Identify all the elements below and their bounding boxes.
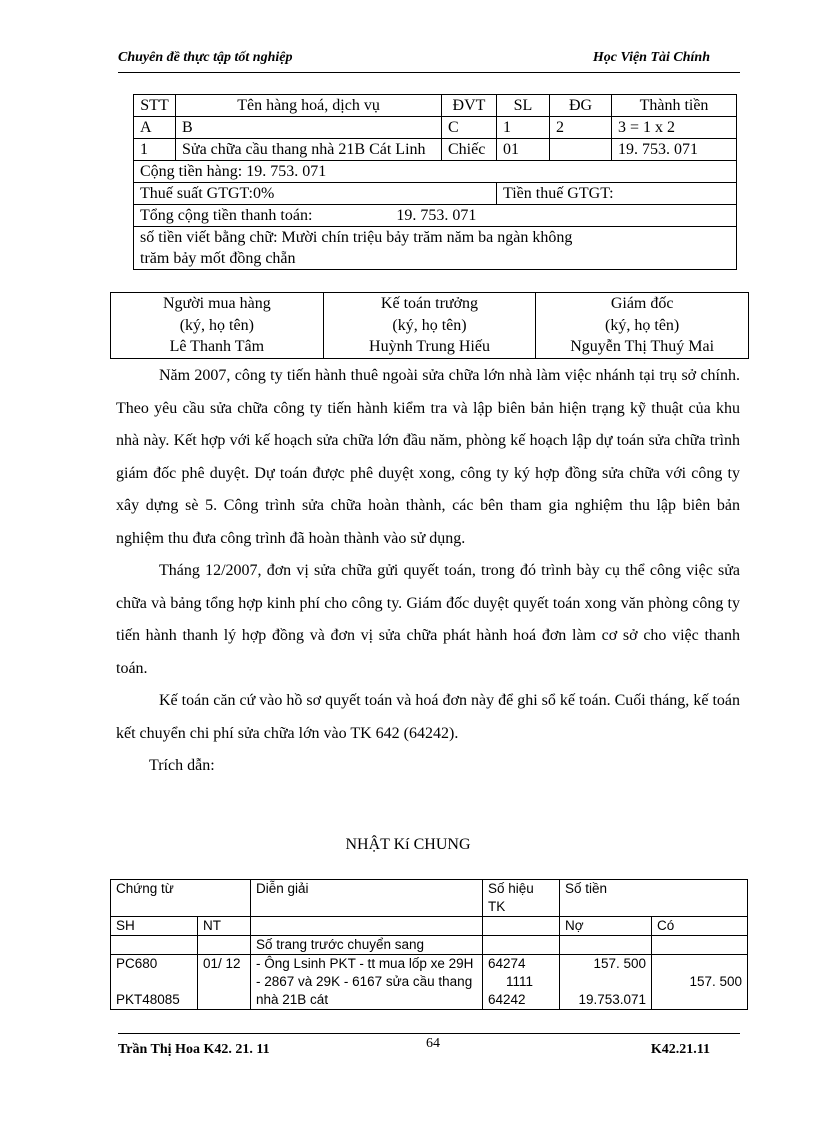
row-qty: 01 [497, 139, 550, 161]
signature-name: Huỳnh Trung Hiếu [369, 338, 490, 355]
code-2: 2 [550, 117, 612, 139]
entry-nt: 01/ 12 [198, 955, 251, 1010]
paragraph: Tháng 12/2007, đơn vị sửa chữa gửi quyết toán, trong đó trình bày cụ thể công việc sửa chữa và bảng tổng hợp kinh phí cho công ty. Giám đốc duyệt quyết toán xong văn phòng công ty tiến hành thanh lý hợp đồng và đơn vị sửa chữa phát hành hoá đơn làm cơ sở cho việc thanh toán. [116, 562, 740, 677]
col-header-voucher: Chứng từ [111, 880, 251, 917]
page-footer [118, 1033, 740, 1058]
col-header-desc: Diễn giải [251, 880, 483, 917]
journal-table [110, 879, 748, 1010]
amount-in-words-line2: trăm bảy mốt đồng chẵn [140, 250, 296, 267]
total-row [134, 205, 737, 227]
signature-note: (ký, họ tên) [179, 316, 254, 334]
vat-amount: Tiền thuế GTGT: [497, 183, 737, 205]
vat-rate: Thuế suất GTGT:0% [134, 183, 497, 205]
col-header-amount: Thành tiền [612, 95, 737, 117]
page-header [118, 50, 740, 73]
header-left: Chuyên đề thực tập tốt nghiệp [118, 50, 293, 65]
row-stt: 1 [134, 139, 176, 161]
entry-desc: - Ông Lsinh PKT - tt mua lốp xe 29H - 2867 và 29K - 6167 sửa cầu thang nhà 21B cát [251, 955, 483, 1010]
amount-in-words-line1: số tiền viết bằng chữ: Mười chín triệu bảy trăm năm ba ngàn không [140, 229, 573, 246]
entry-credit [652, 955, 748, 1010]
entry-account-2: 1111 [506, 974, 534, 989]
signature-director [536, 293, 749, 359]
signature-chief-accountant [323, 293, 536, 359]
col-header-qty: SL [497, 95, 550, 117]
entry-sh-1: PC680 [116, 956, 158, 971]
footer-right: K42.21.11 [650, 1042, 710, 1057]
signature-note: (ký, họ tên) [392, 316, 467, 334]
paragraph: Kế toán căn cứ vào hồ sơ quyết toán và hoá đơn này để ghi sổ kế toán. Cuối tháng, kế toán kết chuyển chi phí sửa chữa lớn vào TK 642 (64242). [116, 692, 740, 742]
carried-forward: Số trang trước chuyển sang [251, 936, 483, 955]
code-3: 3 = 1 x 2 [612, 117, 737, 139]
subtotal: Cộng tiền hàng: 19. 753. 071 [134, 161, 737, 183]
entry-credit-1: 157. 500 [689, 974, 743, 989]
entry-account-3: 64242 [488, 992, 526, 1007]
row-amount: 19. 753. 071 [612, 139, 737, 161]
entry-sh [111, 955, 198, 1010]
signature-note: (ký, họ tên) [605, 316, 680, 334]
col-header-credit: Có [652, 917, 748, 936]
signature-name: Lê Thanh Tâm [169, 338, 265, 355]
col-header-amount: Số tiền [560, 880, 748, 917]
invoice-table [133, 94, 737, 270]
page-number: 64 [426, 1036, 440, 1051]
entry-debit [560, 955, 652, 1010]
code-a: A [134, 117, 176, 139]
total-value: 19. 753. 071 [396, 207, 477, 224]
row-unit: Chiếc [442, 139, 497, 161]
signature-role: Giám đốc [610, 295, 674, 312]
body-text [116, 360, 740, 783]
code-b: B [176, 117, 442, 139]
col-header-price: ĐG [550, 95, 612, 117]
journal-title: NHẬT Kí CHUNG [345, 836, 471, 853]
col-header-nt: NT [198, 917, 251, 936]
entry-accounts [483, 955, 560, 1010]
paragraph: Trích dẫn: [149, 757, 215, 774]
col-header-debit: Nợ [560, 917, 652, 936]
signature-table [110, 292, 749, 359]
header-right: Học Viện Tài Chính [592, 50, 710, 65]
col-header-name: Tên hàng hoá, dịch vụ [176, 95, 442, 117]
entry-sh-2: PKT48085 [116, 992, 180, 1007]
entry-account-1: 64274 [488, 956, 526, 971]
row-name: Sửa chữa cầu thang nhà 21B Cát Linh [176, 139, 442, 161]
signature-role: Kế toán trưởng [380, 295, 479, 312]
col-header-sh: SH [111, 917, 198, 936]
amount-in-words [134, 227, 737, 270]
col-header-unit: ĐVT [442, 95, 497, 117]
row-price [550, 139, 612, 161]
footer-left: Trần Thị Hoa K42. 21. 11 [118, 1042, 270, 1057]
total-label: Tổng cộng tiền thanh toán: [140, 207, 313, 224]
paragraph: Năm 2007, công ty tiến hành thuê ngoài sửa chữa lớn nhà làm việc nhánh tại trụ sở chính. Theo yêu cầu sửa chữa công ty tiến hành kiểm tra và lập biên bản hiện trạng kỹ thuật của khu nhà này. Kết hợp với kế hoạch sửa chữa lớn đầu năm, phòng kế hoạch lập dự toán sửa chữa trình giám đốc phê duyệt. Dự toán được phê duyệt xong, công ty ký hợp đồng sửa chữa với công ty xây dựng sè 5. Công trình sửa chữa hoàn thành, các bên tham gia nghiệm thu lập biên bản nghiệm thu đưa công trình đã hoàn thành vào sử dụng. [116, 367, 740, 547]
code-1: 1 [497, 117, 550, 139]
entry-debit-1: 157. 500 [593, 956, 647, 971]
signature-role: Người mua hàng [162, 295, 271, 312]
col-header-stt: STT [134, 95, 176, 117]
col-header-account: Số hiệu TK [483, 880, 560, 917]
signature-name: Nguyễn Thị Thuý Mai [570, 338, 715, 355]
entry-debit-2: 19.753.071 [578, 992, 647, 1007]
code-c: C [442, 117, 497, 139]
signature-buyer [111, 293, 324, 359]
